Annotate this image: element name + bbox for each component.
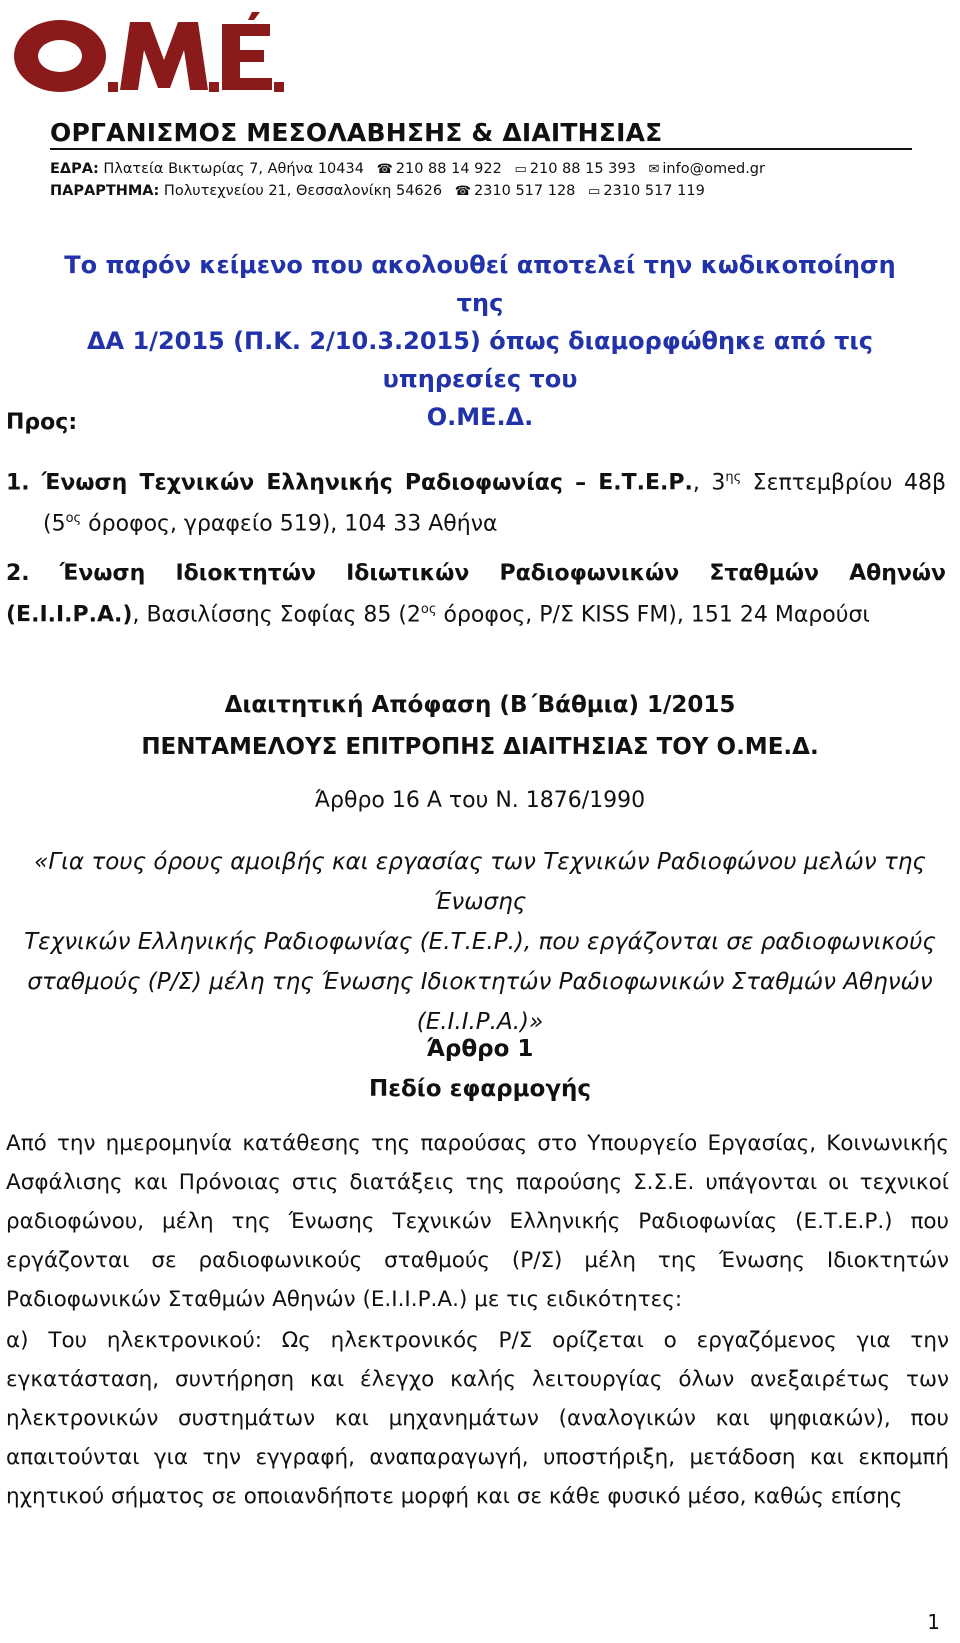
law-reference: Άρθρο 16 Α του Ν. 1876/1990: [314, 788, 646, 813]
article-title: Πεδίο εφαρμογής: [368, 1076, 592, 1102]
phone-icon: ☎: [454, 184, 471, 199]
omed-logo: [8, 10, 298, 96]
title-divider: [50, 148, 912, 150]
recipient-1-address: , 3: [692, 470, 726, 496]
decision-subject-quote: [10, 842, 950, 1042]
recipient-2: [6, 556, 946, 633]
phone-icon: ☎: [376, 162, 393, 177]
recipient-2-address: , Βασιλίσσης Σοφίας 85 (2: [132, 602, 421, 628]
article-paragraph: Από την ημερομηνία κατάθεσης της παρούσας στο Υπουργείο Εργασίας, Κοινωνικής Ασφάλισης και Πρόνοιας στις διατάξεις της παρούσης Σ.Σ.Ε. υπάγονται οι τεχνικοί ραδιοφώνου, μέλη της Ένωσης Τεχνικών Ελληνικής Ραδιοφωνίας (Ε.Τ.Ε.Ρ.) που εργάζονται σε ραδιοφωνικούς σταθμούς (Ρ/Σ) μέλη της Ένωσης Ιδιοκτητών Ραδιοφωνικών Σταθμών Αθηνών (Ε.Ι.Ι.Ρ.Α.) με τις ειδικότητες:: [6, 1131, 949, 1312]
article-number: Άρθρο 1: [426, 1036, 534, 1062]
organization-title: ΟΡΓΑΝΙΣΜΟΣ ΜΕΣΟΛΑΒΗΣΗΣ & ΔΙΑΙΤΗΣΙΑΣ: [50, 118, 663, 147]
headquarters-phone: 210 88 14 922: [395, 161, 502, 177]
branch-line: [50, 183, 705, 199]
page-number: 1: [927, 1610, 940, 1634]
recipient-2-name: 2. Ένωση Ιδιοκτητών Ιδιωτικών Ραδιοφωνικών Σταθμών Αθηνών: [6, 561, 946, 586]
headquarters-email[interactable]: info@omed.gr: [662, 161, 765, 177]
recipient-1-city: όροφος, γραφείο 519), 104 33 Αθήνα: [81, 511, 498, 537]
ordinal-suffix: ος: [420, 602, 437, 617]
quote-line: (Ε.Ι.Ι.Ρ.Α.)»: [416, 1009, 544, 1035]
branch-fax: 2310 517 119: [603, 183, 705, 199]
recipient-1-name: 1. Ένωση Τεχνικών Ελληνικής Ραδιοφωνίας – Ε.Τ.Ε.Ρ.: [6, 470, 693, 496]
recipient-1-line-2: [6, 501, 946, 542]
notice-line: ΔΑ 1/2015 (Π.Κ. 2/10.3.2015) όπως διαμορφώθηκε από τις υπηρεσίες του: [86, 327, 874, 393]
headquarters-line: [50, 161, 765, 177]
recipients-label: Προς:: [6, 410, 78, 435]
recipient-1: [6, 460, 946, 543]
ordinal-suffix: ος: [65, 511, 82, 527]
recipient-2-city: όροφος, Ρ/Σ KISS FM), 151 24 Μαρούσι: [436, 602, 870, 628]
headquarters-address: Πλατεία Βικτωρίας 7, Αθήνα 10434: [103, 161, 364, 177]
ordinal-suffix: ης: [725, 470, 742, 485]
decision-subtitle: ΠΕΝΤΑΜΕΛΟΥΣ ΕΠΙΤΡΟΠΗΣ ΔΙΑΙΤΗΣΙΑΣ ΤΟΥ Ο.ΜΕ.Δ.: [141, 734, 819, 760]
recipient-1-floor: (5: [43, 511, 66, 537]
headquarters-label: ΕΔΡΑ:: [50, 161, 99, 177]
branch-address: Πολυτεχνείου 21, Θεσσαλονίκη 54626: [163, 183, 443, 199]
quote-line: Τεχνικών Ελληνικής Ραδιοφωνίας (Ε.Τ.Ε.Ρ.), που εργάζονται σε ραδιοφωνικούς: [24, 929, 936, 955]
email-icon: ✉: [648, 162, 660, 177]
codification-notice: [40, 246, 920, 436]
article-paragraph: α) Του ηλεκτρονικού: Ως ηλεκτρονικός Ρ/Σ ορίζεται ο εργαζόμενος για την εγκατάσταση, συντήρηση και έλεγχο καλής λειτουργίας όλων ανεξαιρέτως των ηλεκτρονικών συστημάτων και μηχανημάτων (αναλογικών και ψηφιακών), που απαιτούνται για την εγγραφή, αναπαραγωγή, υποστήριξη, μετάδοση και εκπομπή ηχητικού σήματος σε οποιανδήποτε μορφή και σε κάθε φυσικό μέσο, καθώς επίσης: [6, 1328, 949, 1509]
notice-line: Το παρόν κείμενο που ακολουθεί αποτελεί την κωδικοποίηση της: [64, 251, 896, 317]
recipient-1-line-1: [6, 460, 946, 501]
fax-icon: ▭: [588, 184, 601, 199]
branch-phone: 2310 517 128: [473, 183, 576, 199]
fax-icon: ▭: [514, 162, 527, 177]
decision-title: Διαιτητική Απόφαση (Β΄Βάθμια) 1/2015: [224, 692, 736, 718]
quote-line: σταθμούς (Ρ/Σ) μέλη της Ένωσης Ιδιοκτητών Ραδιοφωνικών Σταθμών Αθηνών: [27, 969, 933, 995]
recipient-1-street: Σεπτεμβρίου 48β: [741, 470, 946, 496]
branch-label: ΠΑΡΑΡΤΗΜΑ:: [50, 183, 160, 199]
recipient-2-line-2: [6, 592, 946, 633]
quote-line: «Για τους όρους αμοιβής και εργασίας των Τεχνικών Ραδιοφώνου μελών της Ένωσης: [34, 849, 926, 915]
notice-line: Ο.ΜΕ.Δ.: [426, 403, 534, 431]
headquarters-fax: 210 88 15 393: [529, 161, 636, 177]
recipient-2-acronym: (Ε.Ι.Ι.Ρ.Α.): [6, 602, 133, 628]
